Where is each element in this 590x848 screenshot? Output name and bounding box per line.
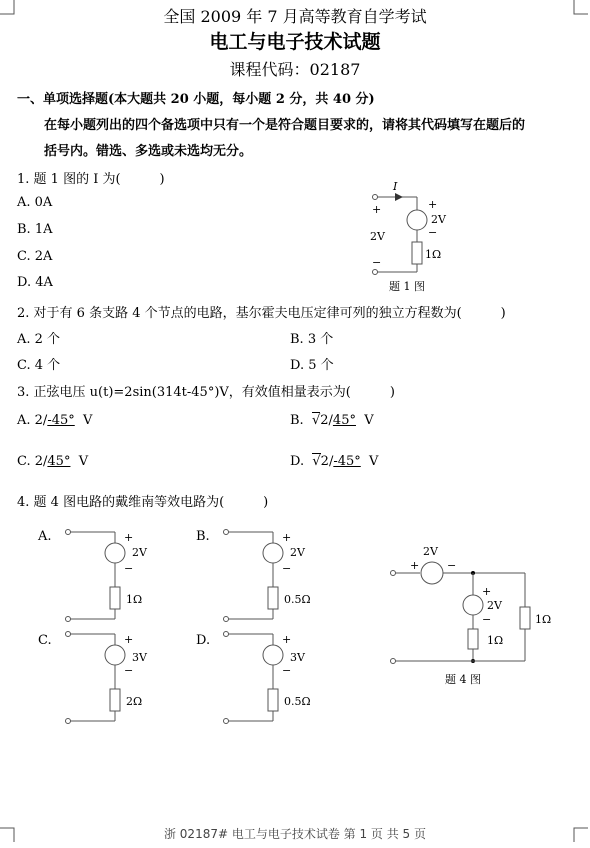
section-instructions-1: 在每小题列出的四个备选项中只有一个是符合题目要求的，请将其代码填写在题后的 xyxy=(44,118,526,133)
voltage-source-icon xyxy=(105,543,125,563)
svg-text:−: − xyxy=(282,664,292,677)
svg-text:+: + xyxy=(124,531,134,544)
q1-current-label: I xyxy=(393,180,398,193)
q4-a-resistor: 1Ω xyxy=(126,593,143,606)
q4-option-b-label: B. xyxy=(196,529,210,544)
q3-a-angle: -45° xyxy=(47,413,75,428)
exam-line: 全国 2009 年 7 月高等教育自学考试 xyxy=(163,7,427,26)
svg-text:+: + xyxy=(282,531,292,544)
q4-option-a-circuit xyxy=(60,525,180,625)
resistor-icon xyxy=(520,607,530,629)
q4-fig-right-resistor: 1Ω xyxy=(535,613,552,626)
svg-text:−: − xyxy=(124,664,134,677)
voltage-source-icon xyxy=(263,645,283,665)
q1-plus: + xyxy=(372,203,382,216)
q3-option-d: D. √2/-45° V xyxy=(290,454,379,469)
q3-d-angle: -45° xyxy=(333,454,361,469)
svg-text:−: − xyxy=(482,613,492,626)
current-arrow-icon xyxy=(395,193,403,201)
q1-src-minus: − xyxy=(428,226,438,239)
q3-c-unit: V xyxy=(78,454,89,469)
q4-option-a-label: A. xyxy=(38,529,52,544)
q4-c-resistor: 2Ω xyxy=(126,695,143,708)
voltage-source-icon xyxy=(105,645,125,665)
q2-option-d: D. 5 个 xyxy=(290,358,334,373)
q3-option-b: B. √2/45° V xyxy=(290,413,374,428)
q2-option-b: B. 3 个 xyxy=(290,332,334,347)
q3-b-value: 2 xyxy=(320,413,329,428)
q4-a-source: 2V xyxy=(132,546,147,559)
q1-voltage: 2V xyxy=(370,230,385,243)
voltage-source-icon xyxy=(263,543,283,563)
q3-d-value: 2 xyxy=(320,454,329,469)
q4-fig-mid-source: 2V xyxy=(487,599,502,612)
q4-d-source: 3V xyxy=(290,651,305,664)
corner-mark-top-left xyxy=(0,0,14,14)
q4-circuit-figure xyxy=(385,543,565,688)
q1-resistor-label: 1Ω xyxy=(425,248,442,261)
q4-fig-mid-resistor: 1Ω xyxy=(487,634,504,647)
resistor-icon xyxy=(110,587,120,609)
svg-text:+: + xyxy=(410,559,420,572)
q3-b-angle: 45° xyxy=(332,413,356,428)
q3-b-unit: V xyxy=(364,413,374,428)
q4-d-resistor: 0.5Ω xyxy=(284,695,311,708)
q1-src-plus: + xyxy=(428,198,438,211)
section-instructions-2: 括号内。错选、多选或未选均无分。 xyxy=(44,144,253,159)
q1-minus: − xyxy=(372,256,382,269)
resistor-icon xyxy=(110,689,120,711)
q3-b-prefix: B. xyxy=(290,413,304,428)
svg-text:+: + xyxy=(482,585,492,598)
q4-stem: 4. 题 4 图电路的戴维南等效电路为( ) xyxy=(17,495,269,510)
q3-c-prefix: C. 2/ xyxy=(17,454,48,469)
q1-option-d: D. 4A xyxy=(17,275,53,290)
section-heading: 一、单项选择题(本大题共 20 小题，每小题 2 分，共 40 分) xyxy=(17,92,375,107)
q1-caption: 题 1 图 xyxy=(389,280,425,293)
svg-text:−: − xyxy=(447,559,457,572)
q2-option-a: A. 2 个 xyxy=(17,332,61,347)
q4-c-source: 3V xyxy=(132,651,147,664)
q4-caption: 题 4 图 xyxy=(445,673,481,686)
q3-d-unit: V xyxy=(369,454,379,469)
svg-text:−: − xyxy=(282,562,292,575)
q4-option-d-label: D. xyxy=(196,633,211,648)
q1-source-label: 2V xyxy=(431,213,446,226)
q3-option-a xyxy=(17,413,92,428)
svg-text:+: + xyxy=(124,633,134,646)
page-title: 电工与电子技术试题 xyxy=(209,31,381,53)
q4-fig-top-source: 2V xyxy=(423,545,438,558)
q3-a-unit: V xyxy=(83,413,93,428)
q3-d-prefix: D. xyxy=(290,454,305,469)
q4-option-d-circuit xyxy=(218,627,338,727)
svg-text:−: − xyxy=(124,562,134,575)
corner-mark-top-right xyxy=(574,0,588,14)
q4-option-b-circuit xyxy=(218,525,338,625)
resistor-icon xyxy=(268,689,278,711)
resistor-icon xyxy=(412,242,422,264)
q1-circuit-figure xyxy=(365,180,465,295)
resistor-icon xyxy=(268,587,278,609)
svg-text:+: + xyxy=(282,633,292,646)
sqrt-icon: √ xyxy=(311,413,321,428)
q2-option-c: C. 4 个 xyxy=(17,358,61,373)
q4-b-source: 2V xyxy=(290,546,305,559)
q1-option-a: A. 0A xyxy=(17,195,53,210)
q2-stem: 2. 对于有 6 条支路 4 个节点的电路，基尔霍夫电压定律可列的独立方程数为( ) xyxy=(17,306,506,321)
course-code: 课程代码：02187 xyxy=(229,60,361,79)
q3-c-angle: 45° xyxy=(47,454,71,469)
resistor-icon xyxy=(468,629,478,649)
page-footer: 浙 02187# 电工与电子技术试卷 第 1 页 共 5 页 xyxy=(163,827,426,841)
q3-stem: 3. 正弦电压 u(t)=2sin(314t-45°)V，有效值相量表示为( ) xyxy=(17,385,395,400)
q1-option-c: C. 2A xyxy=(17,249,53,264)
q3-option-c xyxy=(17,454,88,469)
q4-option-c-label: C. xyxy=(38,633,52,648)
voltage-source-icon xyxy=(463,595,483,615)
voltage-source-icon xyxy=(407,210,427,230)
q1-option-b: B. 1A xyxy=(17,222,53,237)
voltage-source-icon xyxy=(421,562,443,584)
q3-a-prefix: A. 2/ xyxy=(17,413,48,428)
q1-stem: 1. 题 1 图的 I 为( ) xyxy=(17,172,165,187)
sqrt-icon: √ xyxy=(312,454,321,469)
q4-b-resistor: 0.5Ω xyxy=(284,593,311,606)
q4-option-c-circuit xyxy=(60,627,180,727)
